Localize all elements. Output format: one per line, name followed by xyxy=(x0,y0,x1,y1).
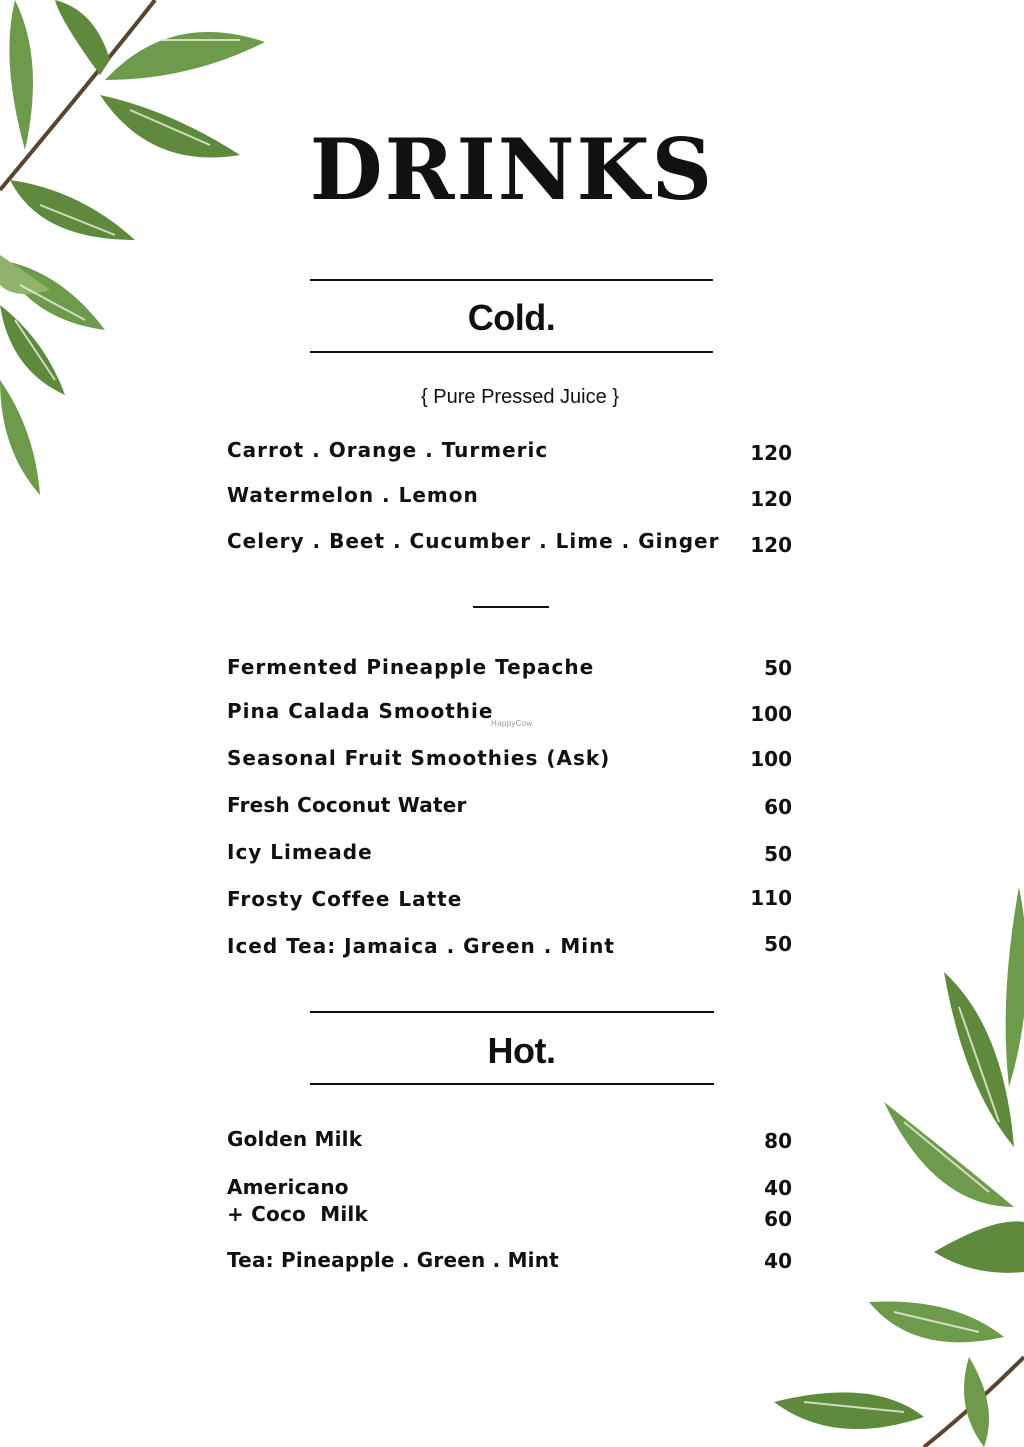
menu-item-price: 40 xyxy=(764,1176,792,1200)
menu-item-name: Fermented Pineapple Tepache xyxy=(227,655,595,679)
hot-heading: Hot. xyxy=(487,1030,556,1071)
leaf-decoration-top-left xyxy=(0,0,280,500)
menu-item-price: 100 xyxy=(750,747,792,771)
menu-item-name: + Coco Milk xyxy=(227,1202,368,1226)
menu-item-name: Carrot . Orange . Turmeric xyxy=(227,438,549,462)
menu-item-price: 80 xyxy=(764,1129,792,1153)
menu-item-price: 50 xyxy=(764,932,792,956)
menu-item-price: 120 xyxy=(750,533,792,557)
menu-item-name: Tea: Pineapple . Green . Mint xyxy=(227,1248,559,1272)
menu-item-price: 50 xyxy=(764,656,792,680)
cold-heading: Cold. xyxy=(467,297,556,338)
menu-item-name: Icy Limeade xyxy=(227,840,373,864)
hot-bottom-rule xyxy=(310,1083,714,1085)
menu-item-price: 120 xyxy=(750,441,792,465)
menu-item-name: Seasonal Fruit Smoothies (Ask) xyxy=(227,746,611,770)
menu-item-name: Iced Tea: Jamaica . Green . Mint xyxy=(227,934,615,958)
menu-item-name: Golden Milk xyxy=(227,1127,363,1151)
menu-item-price: 60 xyxy=(764,1207,792,1231)
menu-item-name: Celery . Beet . Cucumber . Lime . Ginger xyxy=(227,529,720,553)
menu-item-price: 60 xyxy=(764,795,792,819)
short-divider xyxy=(473,606,549,608)
menu-item-name: Frosty Coffee Latte xyxy=(227,887,463,911)
menu-item-name: Americano xyxy=(227,1175,349,1199)
menu-item-price: 50 xyxy=(764,842,792,866)
menu-item-name: Pina Calada Smoothie xyxy=(227,699,494,723)
juice-subheading: { Pure Pressed Juice } xyxy=(421,386,619,408)
watermark-text: HappyCow xyxy=(491,719,533,728)
cold-bottom-rule xyxy=(310,351,713,353)
menu-item-price: 110 xyxy=(750,886,792,910)
menu-item-name: Fresh Coconut Water xyxy=(227,793,467,817)
menu-item-price: 100 xyxy=(750,702,792,726)
hot-top-rule xyxy=(310,1011,714,1013)
menu-item-name: Watermelon . Lemon xyxy=(227,483,479,507)
cold-top-rule xyxy=(310,279,713,281)
menu-item-price: 40 xyxy=(764,1249,792,1273)
menu-item-price: 120 xyxy=(750,487,792,511)
menu-title: DRINKS xyxy=(309,120,715,219)
leaf-decoration-bottom-right xyxy=(754,887,1024,1447)
